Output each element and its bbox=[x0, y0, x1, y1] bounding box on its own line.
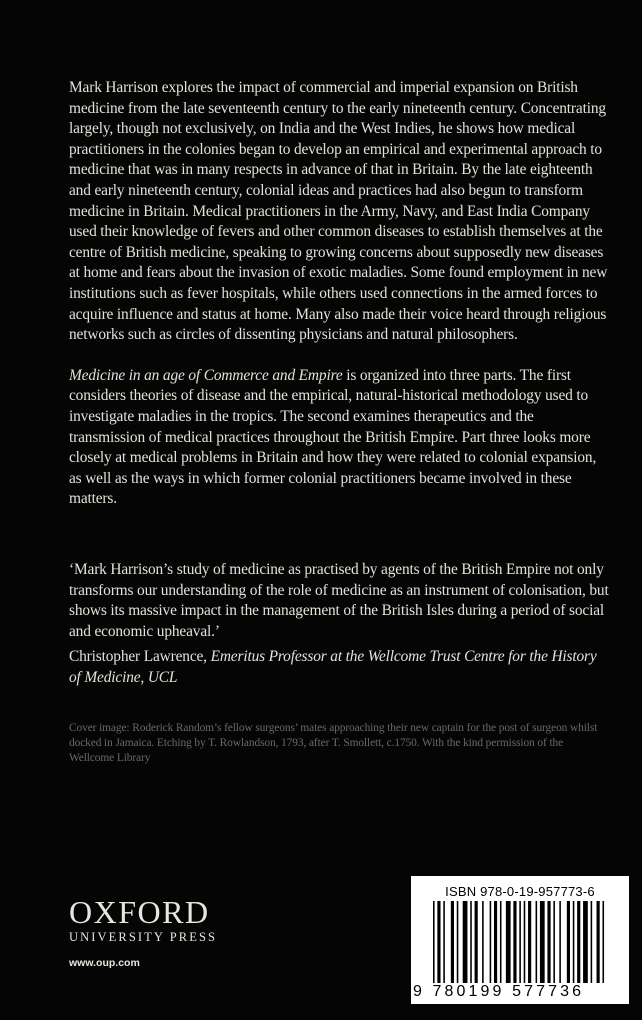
endorsement-author-title: Emeritus Professor at the Wellcome Trust Centre for the History of Medicine, UCL bbox=[69, 648, 597, 686]
book-title-inline: Medicine in an age of Commerce and Empire bbox=[69, 366, 343, 384]
endorsement bbox=[69, 560, 609, 689]
barcode-bars bbox=[431, 901, 629, 983]
cover-image-credit bbox=[69, 721, 609, 767]
endorsement-author: Christopher Lawrence, bbox=[69, 648, 211, 666]
endorsement-quote: ‘Mark Harrison’s study of medicine as practised by agents of the British Empire not only transforms our understanding of the role of medicine as an instrument of colonisation, but shows its massive impact in the management of the British Isles during a period of social and economic upheaval.’ bbox=[69, 561, 609, 640]
barcode-digits: 9 780199 577736 bbox=[413, 983, 585, 1000]
publisher-logo bbox=[69, 895, 217, 945]
cover-credit-text: Cover image: Roderick Random’s fellow surgeons’ mates approaching their new captain for the post of surgeon whilst docked in Jamaica. Etching by T. Rowlandson, 1793, after T. Smollett, c.1750. With the kind permission of the Wellcome Library bbox=[69, 722, 598, 765]
description-paragraph-2-text: is organized into three parts. The first considers theories of disease and the empirical, natural-historical methodology used to investigate maladies in the tropics. The second examines therapeutics and the transmission of medical practices throughout the British Empire. Part three looks more closely at medical problems in Britain and how they were related to colonial expansion, as well as the ways in which former colonial practitioners became involved in these matters. bbox=[69, 366, 597, 508]
description-paragraph-2 bbox=[69, 366, 609, 510]
publisher-subtitle: UNIVERSITY PRESS bbox=[69, 930, 218, 944]
publisher-name: OXFORD bbox=[69, 894, 210, 930]
publisher-url: www.oup.com bbox=[69, 957, 140, 969]
endorsement-attribution bbox=[69, 647, 609, 688]
isbn-label: ISBN 978-0-19-957773-6 bbox=[445, 884, 595, 899]
description-paragraph-1: Mark Harrison explores the impact of commercial and imperial expansion on British medicine from the late seventeenth century to the early nineteenth century. Concentrating largely, though not exclusively, on India and the West Indies, he shows how medical practitioners in the colonies began to develop an empirical and experimental approach to medicine that was in many respects in advance of that in Britain. By the late eighteenth and early nineteenth century, colonial ideas and practices had also begun to transform medicine in Britain. Medical practitioners in the Army, Navy, and East India Company used their knowledge of fevers and other common diseases to establish themselves at the centre of British medicine, speaking to growing concerns about supposedly new diseases at home and fears about the invasion of exotic maladies. Some found employment in new institutions such as fever hospitals, while others used connections in the armed forces to acquire influence and status at home. Many also made their voice heard through religious networks such as circles of dissenting physicians and natural philosophers. bbox=[69, 79, 608, 344]
book-description bbox=[69, 78, 609, 510]
isbn-barcode bbox=[411, 876, 629, 1004]
